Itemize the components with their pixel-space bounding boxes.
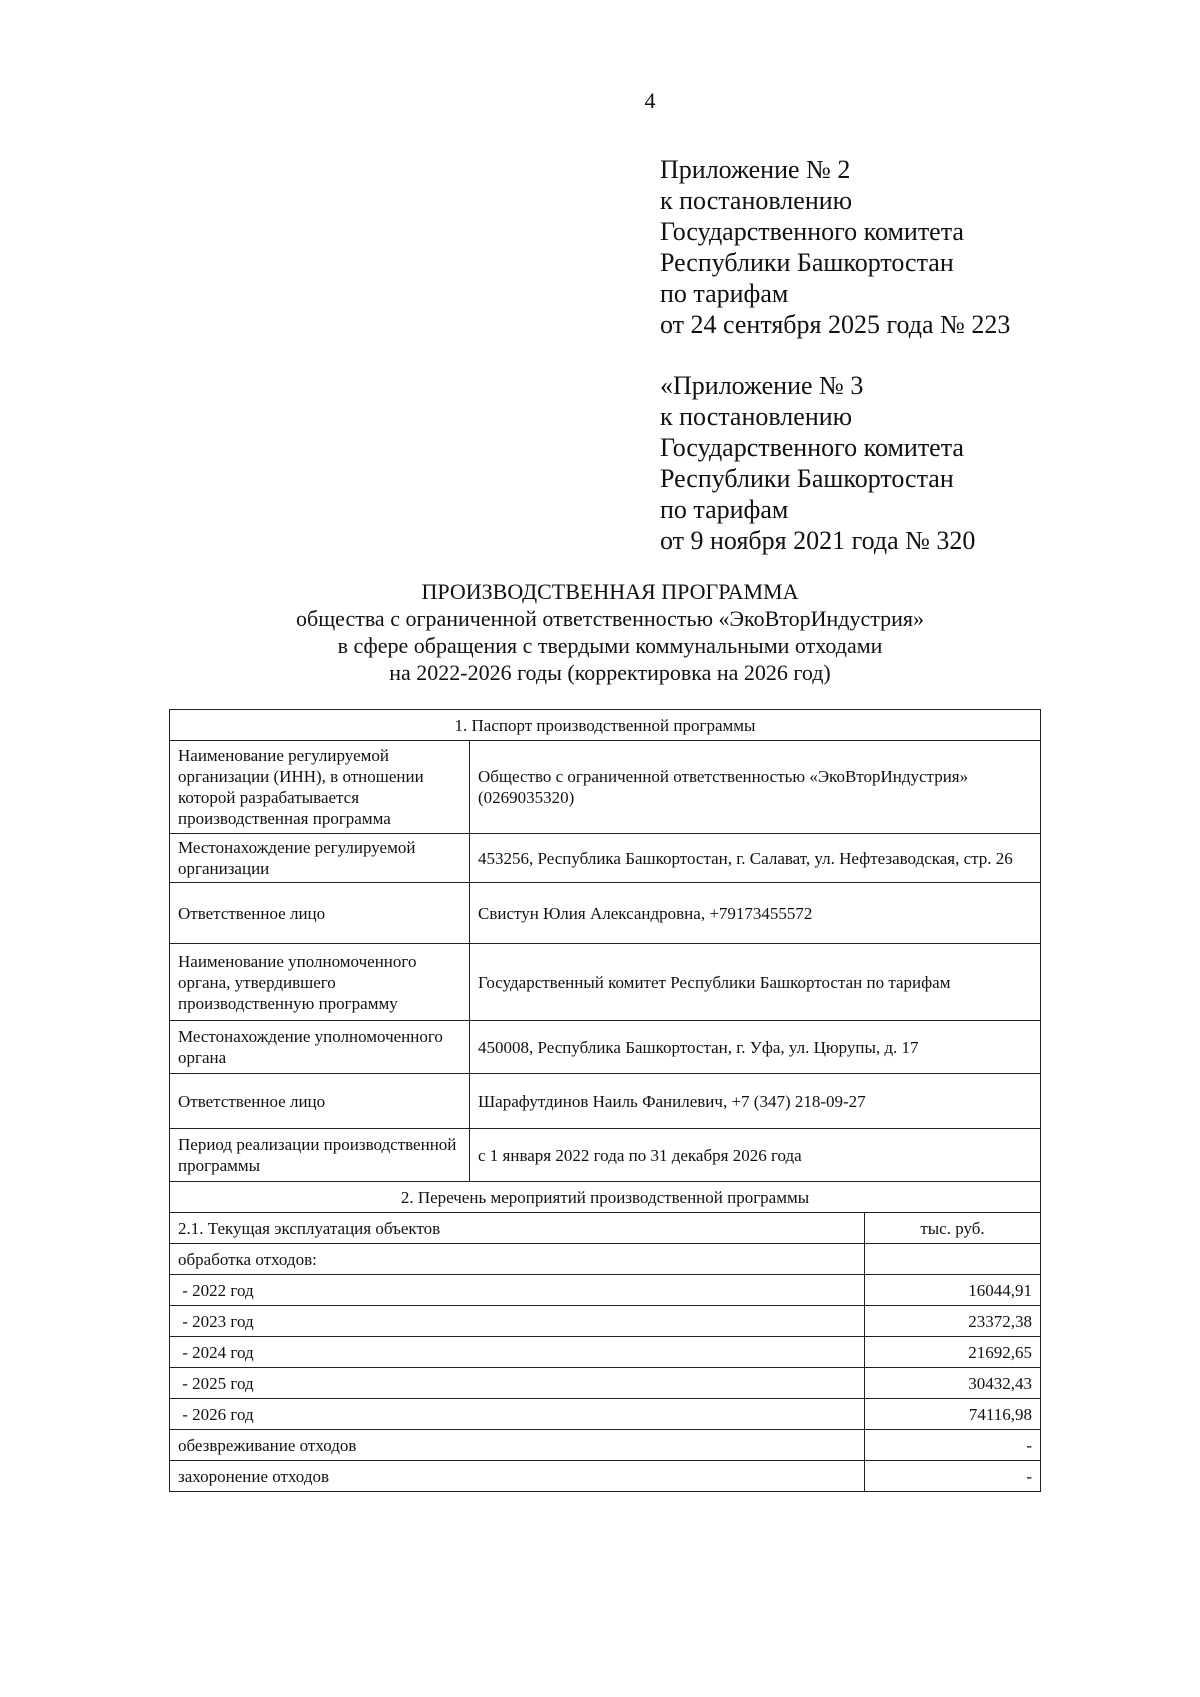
section-heading: 2. Перечень мероприятий производственной программы [170,1182,1041,1213]
appendix-line: Республики Башкортостан [660,464,954,493]
table-row [170,1399,1041,1430]
appendix-line: Государственного комитета [660,433,964,462]
row-label: Наименование регулируемой организации (ИНН), в отношении которой разрабатывается производственная программа [170,741,470,834]
title-line: ПРОИЗВОДСТВЕННАЯ ПРОГРАММА [421,579,799,604]
section-heading-row [170,710,1041,741]
table-row [170,883,1041,944]
row-value: Шарафутдинов Наиль Фанилевич, +7 (347) 218-09-27 [470,1074,1041,1129]
appendix-line: к постановлению [660,402,853,431]
row-label: Ответственное лицо [170,1074,470,1129]
appendix-line: от 24 сентября 2025 года № 223 [660,310,1011,339]
appendix-line: к постановлению [660,186,853,215]
title-line: на 2022-2026 годы (корректировка на 2026 год) [389,660,831,685]
row-value: - [865,1461,1041,1492]
row-label: Местонахождение уполномоченного органа [170,1021,470,1074]
table-row [170,1021,1041,1074]
table-row [170,1337,1041,1368]
unit-label: тыс. руб. [865,1213,1041,1244]
appendix-line: по тарифам [660,279,789,308]
table-row [170,1244,1041,1275]
row-value: 16044,91 [865,1275,1041,1306]
row-value: с 1 января 2022 года по 31 декабря 2026 года [470,1129,1041,1182]
row-value: 450008, Республика Башкортостан, г. Уфа, ул. Цюрупы, д. 17 [470,1021,1041,1074]
row-label: - 2022 год [170,1275,865,1306]
row-value: Государственный комитет Республики Башкортостан по тарифам [470,944,1041,1021]
table-row [170,944,1041,1021]
appendix-line: Государственного комитета [660,217,964,246]
appendix-line: от 9 ноября 2021 года № 320 [660,526,976,555]
table-row [170,834,1041,883]
row-label: Местонахождение регулируемой организации [170,834,470,883]
table-row [170,1129,1041,1182]
appendix-reference [660,154,1010,340]
table-row [170,1368,1041,1399]
row-value [865,1244,1041,1275]
section-heading: 1. Паспорт производственной программы [170,710,1041,741]
title-line: в сфере обращения с твердыми коммунальными отходами [337,633,883,658]
row-value: 30432,43 [865,1368,1041,1399]
row-label: - 2026 год [170,1399,865,1430]
program-table [169,709,1041,1492]
row-value: - [865,1430,1041,1461]
appendix-line: Приложение № 2 [660,155,851,184]
row-value: 21692,65 [865,1337,1041,1368]
row-value: Свистун Юлия Александровна, +79173455572 [470,883,1041,944]
title-line: общества с ограниченной ответственностью «ЭкоВторИндустрия» [296,606,924,631]
table-row [170,1275,1041,1306]
row-label: Ответственное лицо [170,883,470,944]
table-row [170,741,1041,834]
amended-appendix-reference [660,370,975,556]
table-row [170,1306,1041,1337]
table-row [170,1461,1041,1492]
row-label: Наименование уполномоченного органа, утвердившего производственную программу [170,944,470,1021]
program-title [170,578,1050,686]
row-value: 23372,38 [865,1306,1041,1337]
table-row [170,1430,1041,1461]
row-value: 453256, Республика Башкортостан, г. Салават, ул. Нефтезаводская, стр. 26 [470,834,1041,883]
table-row [170,1074,1041,1129]
row-value: 74116,98 [865,1399,1041,1430]
subsection-heading: 2.1. Текущая эксплуатация объектов [170,1213,865,1244]
appendix-line: Республики Башкортостан [660,248,954,277]
appendix-line: «Приложение № 3 [660,371,864,400]
appendix-line: по тарифам [660,495,789,524]
section-heading-row [170,1182,1041,1213]
subsection-row [170,1213,1041,1244]
row-value: Общество с ограниченной ответственностью «ЭкоВторИндустрия» (0269035320) [470,741,1041,834]
row-label: захоронение отходов [170,1461,865,1492]
row-label: Период реализации производственной программы [170,1129,470,1182]
row-label: обезвреживание отходов [170,1430,865,1461]
row-label: обработка отходов: [170,1244,865,1275]
page-number: 4 [644,88,656,113]
row-label: - 2024 год [170,1337,865,1368]
row-label: - 2023 год [170,1306,865,1337]
row-label: - 2025 год [170,1368,865,1399]
